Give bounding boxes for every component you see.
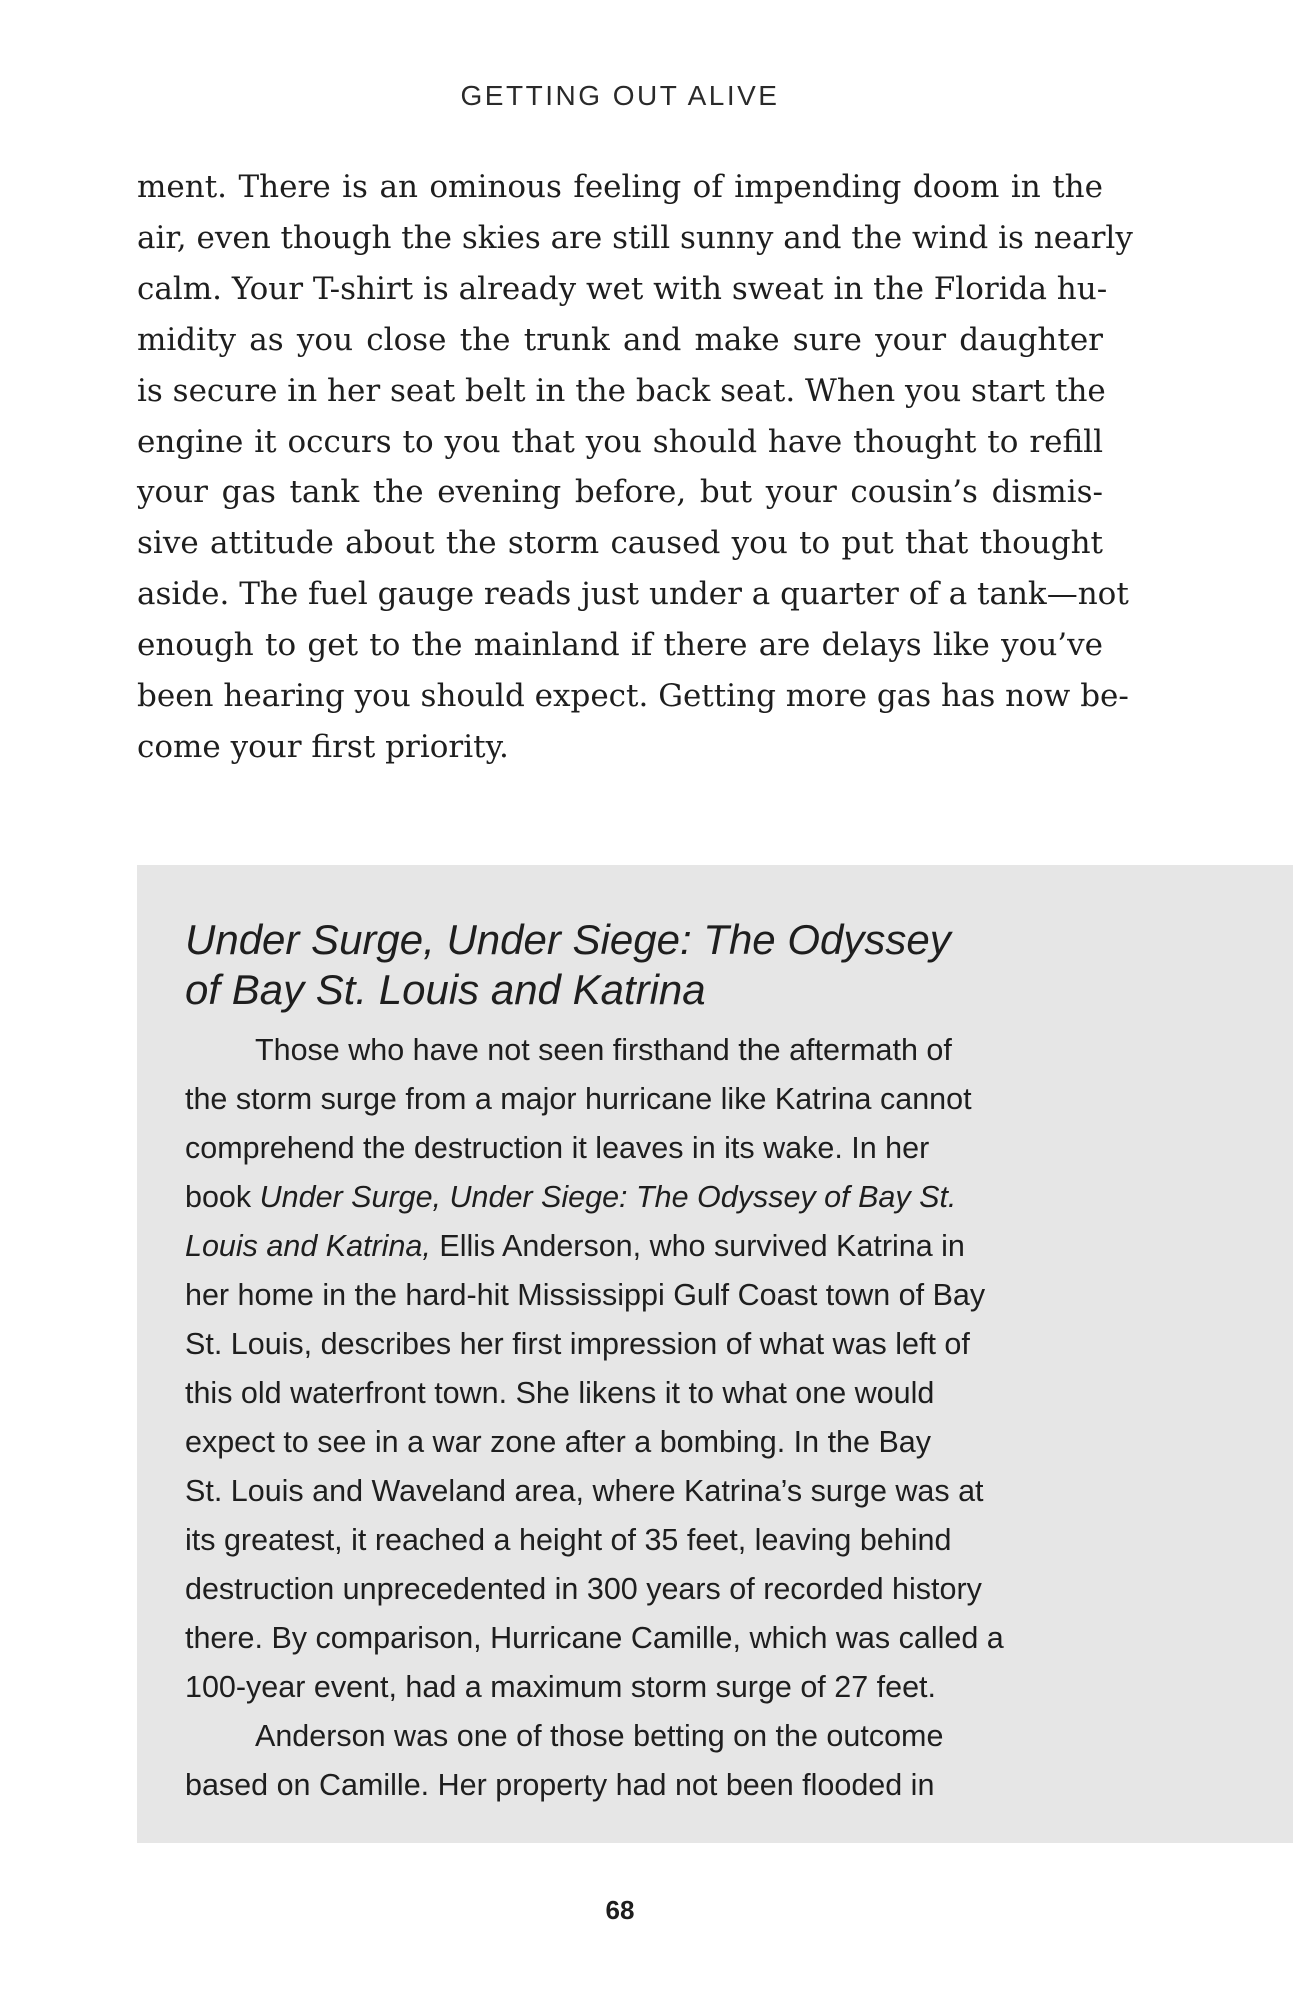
body-line: your gas tank the evening before, but your cousin’s dismis- (137, 474, 1103, 511)
sidebar-line: comprehend the destruction it leaves in its wake. In her (185, 1131, 930, 1165)
body-line: been hearing you should expect. Getting more gas has now be- (137, 678, 1129, 715)
sidebar-body (185, 1026, 1145, 1810)
sidebar-line: the storm surge from a major hurricane like Katrina cannot (185, 1082, 972, 1116)
book-title-italic: Under Surge, Under Siege: The Odyssey of Bay St. (259, 1180, 957, 1214)
sidebar-line: destruction unprecedented in 300 years of recorded history (185, 1572, 982, 1606)
sidebar-line: this old waterfront town. She likens it to what one would (185, 1376, 935, 1410)
body-line: aside. The fuel gauge reads just under a quarter of a tank—not (137, 576, 1129, 613)
sidebar-line: St. Louis, describes her first impression of what was left of (185, 1327, 970, 1361)
sidebar-line (185, 1222, 1145, 1271)
sidebar-text: Ellis Anderson, who survived Katrina in (430, 1229, 965, 1263)
sidebar-line: her home in the hard-hit Mississippi Gulf Coast town of Bay (185, 1278, 986, 1312)
sidebar-line: Anderson was one of those betting on the outcome (255, 1719, 944, 1753)
sidebar-title-line: Under Surge, Under Siege: The Odyssey (185, 916, 951, 963)
sidebar-line: its greatest, it reached a height of 35 feet, leaving behind (185, 1523, 952, 1557)
body-line: enough to get to the mainland if there are delays like you’ve (137, 627, 1103, 664)
body-line: midity as you close the trunk and make sure your daughter (137, 321, 1103, 358)
book-title-italic: Louis and Katrina, (185, 1229, 431, 1263)
running-head: GETTING OUT ALIVE (460, 80, 780, 111)
body-line: ment. There is an ominous feeling of impending doom in the (137, 169, 1103, 205)
body-line: is secure in her seat belt in the back seat. When you start the (137, 372, 1106, 409)
sidebar-line (185, 1173, 1145, 1222)
sidebar-text: book (185, 1180, 260, 1214)
sidebar-title (185, 915, 1185, 1015)
sidebar-line: Those who have not seen firsthand the aftermath of (255, 1033, 952, 1067)
body-line: engine it occurs to you that you should have thought to refill (137, 423, 1103, 460)
sidebar-line: St. Louis and Waveland area, where Katrina’s surge was at (185, 1474, 984, 1508)
body-line: come your first priority. (137, 728, 509, 765)
body-line: sive attitude about the storm caused you to put that thought (137, 525, 1103, 562)
sidebar-line: 100-year event, had a maximum storm surge of 27 feet. (185, 1670, 937, 1704)
sidebar-line: based on Camille. Her property had not been flooded in (185, 1768, 935, 1802)
body-line: air, even though the skies are still sunny and the wind is nearly (137, 219, 1133, 256)
sidebar-line: there. By comparison, Hurricane Camille, which was called a (185, 1621, 1004, 1655)
body-line: calm. Your T-shirt is already wet with sweat in the Florida hu- (137, 270, 1108, 307)
sidebar-line: expect to see in a war zone after a bombing. In the Bay (185, 1425, 931, 1459)
page-number: 68 (605, 1895, 635, 1925)
body-text (137, 162, 1133, 773)
sidebar-box (137, 865, 1293, 1843)
sidebar-title-line: of Bay St. Louis and Katrina (185, 966, 706, 1013)
